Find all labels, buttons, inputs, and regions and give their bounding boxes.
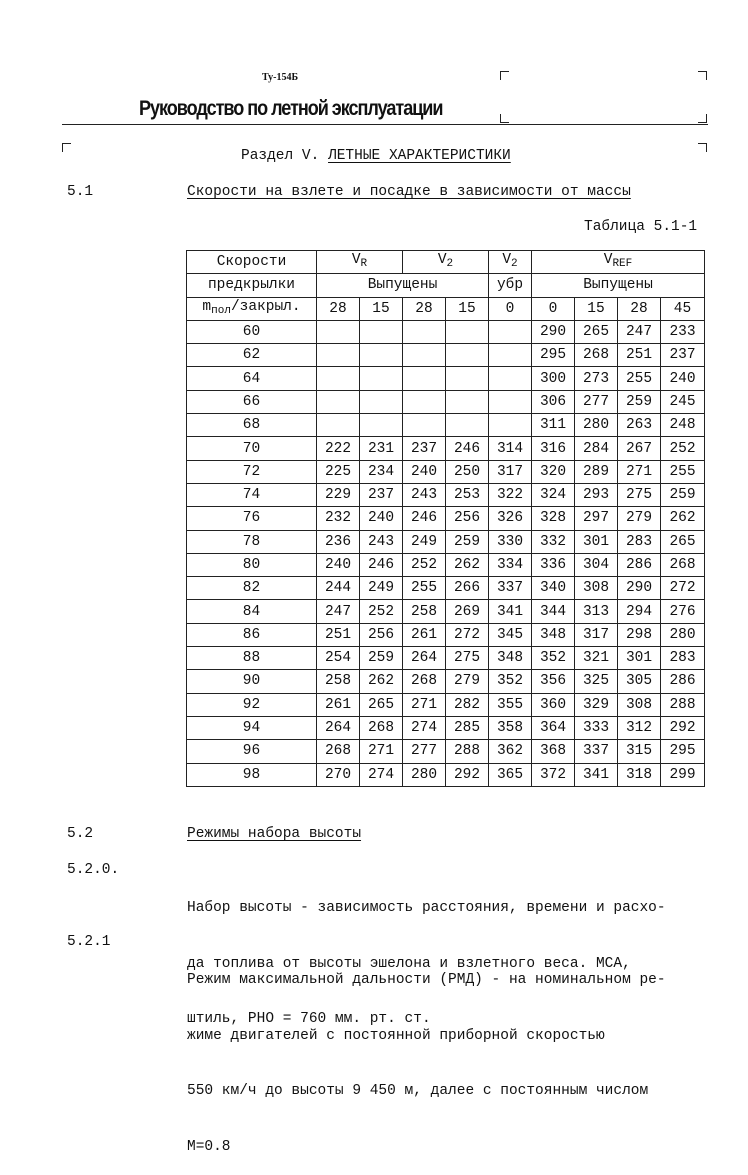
speed-cell: 341: [575, 763, 618, 786]
speed-cell: 267: [618, 437, 661, 460]
table-row: [187, 507, 705, 530]
speed-cell: 237: [403, 437, 446, 460]
speed-cell: 233: [661, 320, 705, 343]
speed-cell: 255: [403, 577, 446, 600]
speed-cell: 325: [575, 670, 618, 693]
speed-cell: 225: [317, 460, 360, 483]
speed-cell: 268: [575, 344, 618, 367]
speed-cell: 264: [403, 647, 446, 670]
speed-cell: 268: [403, 670, 446, 693]
speeds-table: [186, 250, 705, 787]
speed-cell: 368: [532, 740, 575, 763]
table-row: [187, 740, 705, 763]
mass-cell: 92: [187, 693, 317, 716]
speed-cell: 288: [446, 740, 489, 763]
speed-cell: 356: [532, 670, 575, 693]
speed-cell: 240: [317, 553, 360, 576]
speed-cell: 273: [575, 367, 618, 390]
speed-cell: 292: [446, 763, 489, 786]
speed-cell: 255: [661, 460, 705, 483]
speed-cell: 261: [403, 623, 446, 646]
speed-cell: [317, 344, 360, 367]
header-extended-landing: Выпущены: [532, 274, 705, 297]
speed-cell: 286: [661, 670, 705, 693]
speed-cell: 269: [446, 600, 489, 623]
table-row: [187, 437, 705, 460]
section-5-2-number: 5.2: [67, 826, 94, 842]
header-rule: [62, 124, 708, 125]
section-5-2-0-number: 5.2.0.: [67, 862, 120, 878]
speed-cell: 265: [360, 693, 403, 716]
speed-cell: [489, 390, 532, 413]
speed-cell: 249: [403, 530, 446, 553]
speed-cell: [446, 320, 489, 343]
speed-cell: 270: [317, 763, 360, 786]
paragraph-line: Режим максимальной дальности (РМД) - на номинальном ре-: [187, 972, 666, 988]
speed-cell: 330: [489, 530, 532, 553]
paragraph-line: штиль, РНО = 760 мм. рт. ст.: [187, 1011, 431, 1027]
speed-cell: 263: [618, 414, 661, 437]
speed-cell: 262: [360, 670, 403, 693]
speed-cell: 345: [489, 623, 532, 646]
speed-cell: 246: [360, 553, 403, 576]
table-row: [187, 647, 705, 670]
speed-cell: 231: [360, 437, 403, 460]
speed-cell: 240: [661, 367, 705, 390]
speed-cell: 222: [317, 437, 360, 460]
table-row: [187, 623, 705, 646]
table-row: [187, 320, 705, 343]
speed-cell: 311: [532, 414, 575, 437]
speed-cell: 280: [403, 763, 446, 786]
mass-cell: 82: [187, 577, 317, 600]
mass-cell: 68: [187, 414, 317, 437]
header-flap-setting: 0: [489, 297, 532, 320]
speed-cell: 305: [618, 670, 661, 693]
speed-cell: 277: [575, 390, 618, 413]
speed-cell: 272: [661, 577, 705, 600]
speed-cell: 348: [489, 647, 532, 670]
table-row: [187, 600, 705, 623]
speed-cell: 284: [575, 437, 618, 460]
speed-cell: 301: [618, 647, 661, 670]
speed-cell: 372: [532, 763, 575, 786]
speed-cell: 293: [575, 483, 618, 506]
table-row: [187, 483, 705, 506]
section-title: ЛЕТНЫЕ ХАРАКТЕРИСТИКИ: [328, 148, 511, 164]
speed-cell: [317, 367, 360, 390]
header-vref: $V_{REF}$: [532, 251, 705, 274]
speed-cell: 348: [532, 623, 575, 646]
speed-cell: [360, 320, 403, 343]
speed-cell: 279: [446, 670, 489, 693]
table-row: [187, 670, 705, 693]
speed-cell: [446, 344, 489, 367]
section-heading: [241, 148, 511, 164]
mass-cell: 60: [187, 320, 317, 343]
paragraph-line: М=0.8: [187, 1138, 231, 1155]
table-row: [187, 390, 705, 413]
speed-cell: 243: [360, 530, 403, 553]
speed-cell: 298: [618, 623, 661, 646]
speed-cell: 229: [317, 483, 360, 506]
table-row: [187, 530, 705, 553]
speed-cell: [403, 414, 446, 437]
speed-cell: 364: [532, 716, 575, 739]
mass-cell: 72: [187, 460, 317, 483]
header-row-flaps: [187, 297, 705, 320]
speed-cell: 317: [575, 623, 618, 646]
speed-cell: 306: [532, 390, 575, 413]
speed-cell: 265: [575, 320, 618, 343]
section-5-1-title: Скорости на взлете и посадке в зависимости от массы: [187, 184, 631, 200]
speed-cell: 337: [489, 577, 532, 600]
speed-cell: 329: [575, 693, 618, 716]
header-retracted: убр: [489, 274, 532, 297]
speed-cell: 243: [403, 483, 446, 506]
speed-cell: 312: [618, 716, 661, 739]
speed-cell: 274: [360, 763, 403, 786]
speed-cell: 268: [317, 740, 360, 763]
speed-cell: [489, 367, 532, 390]
corner-mark-section-left: [62, 143, 71, 152]
table-row: [187, 414, 705, 437]
speed-cell: 246: [446, 437, 489, 460]
speed-cell: 360: [532, 693, 575, 716]
speed-cell: 264: [317, 716, 360, 739]
speed-cell: 236: [317, 530, 360, 553]
speed-cell: 265: [661, 530, 705, 553]
speed-cell: 320: [532, 460, 575, 483]
header-row-slats: [187, 274, 705, 297]
speed-cell: 314: [489, 437, 532, 460]
speed-cell: 362: [489, 740, 532, 763]
mass-cell: 96: [187, 740, 317, 763]
corner-mark-bottom-left: [500, 114, 509, 123]
speed-cell: [446, 390, 489, 413]
speed-cell: 358: [489, 716, 532, 739]
speed-cell: 295: [532, 344, 575, 367]
speed-cell: 277: [403, 740, 446, 763]
header-flap-setting: 28: [618, 297, 661, 320]
speed-cell: [360, 367, 403, 390]
speed-cell: 276: [661, 600, 705, 623]
speed-cell: 244: [317, 577, 360, 600]
table-row: [187, 460, 705, 483]
speed-cell: 259: [446, 530, 489, 553]
speed-cell: 253: [446, 483, 489, 506]
aircraft-model: Ту-154Б: [262, 72, 299, 83]
speed-cell: 251: [618, 344, 661, 367]
table-row: [187, 716, 705, 739]
speed-cell: [489, 320, 532, 343]
speed-cell: 283: [661, 647, 705, 670]
speed-cell: 275: [446, 647, 489, 670]
speed-cell: 308: [618, 693, 661, 716]
mass-cell: 94: [187, 716, 317, 739]
speed-cell: 245: [661, 390, 705, 413]
speed-cell: 308: [575, 577, 618, 600]
mass-cell: 74: [187, 483, 317, 506]
speed-cell: 249: [360, 577, 403, 600]
speed-cell: 318: [618, 763, 661, 786]
speed-cell: 297: [575, 507, 618, 530]
speed-cell: 268: [661, 553, 705, 576]
speed-cell: [446, 414, 489, 437]
speed-cell: 256: [360, 623, 403, 646]
speed-cell: 279: [618, 507, 661, 530]
speed-cell: 285: [446, 716, 489, 739]
section-5-2-title: Режимы набора высоты: [187, 826, 362, 842]
speed-cell: 266: [446, 577, 489, 600]
speed-cell: [403, 390, 446, 413]
speed-cell: 254: [317, 647, 360, 670]
speed-cell: [360, 414, 403, 437]
table-label: Таблица 5.1-1: [584, 219, 698, 235]
table-row: [187, 344, 705, 367]
speed-cell: [489, 344, 532, 367]
speed-cell: 333: [575, 716, 618, 739]
speed-cell: 294: [618, 600, 661, 623]
corner-mark-top-right: [698, 71, 707, 80]
speed-cell: 286: [618, 553, 661, 576]
speed-cell: 262: [446, 553, 489, 576]
table-row: [187, 553, 705, 576]
speed-cell: 247: [317, 600, 360, 623]
table-row: [187, 693, 705, 716]
speed-cell: 290: [618, 577, 661, 600]
speed-cell: 250: [446, 460, 489, 483]
mass-cell: 70: [187, 437, 317, 460]
mass-cell: 84: [187, 600, 317, 623]
speed-cell: 292: [661, 716, 705, 739]
speed-cell: 301: [575, 530, 618, 553]
speed-cell: 316: [532, 437, 575, 460]
speed-cell: 271: [360, 740, 403, 763]
speed-cell: 259: [661, 483, 705, 506]
header-flap-setting: 0: [532, 297, 575, 320]
speed-cell: 332: [532, 530, 575, 553]
speed-cell: 322: [489, 483, 532, 506]
mass-cell: 90: [187, 670, 317, 693]
paragraph-line: жиме двигателей с постоянной приборной скоростью: [187, 1027, 605, 1044]
speed-cell: [317, 414, 360, 437]
speed-cell: 289: [575, 460, 618, 483]
speed-cell: [489, 414, 532, 437]
speed-cell: 247: [618, 320, 661, 343]
header-v2-extended: $V_2$: [403, 251, 489, 274]
speed-cell: 274: [403, 716, 446, 739]
header-flap-setting: 15: [575, 297, 618, 320]
speed-cell: 299: [661, 763, 705, 786]
corner-mark-section-right: [698, 143, 707, 152]
speed-cell: 271: [618, 460, 661, 483]
speed-cell: 275: [618, 483, 661, 506]
paragraph-line: Набор высоты - зависимость расстояния, времени и расхо-: [187, 900, 666, 916]
speed-cell: [317, 320, 360, 343]
speed-cell: 271: [403, 693, 446, 716]
speed-cell: [403, 344, 446, 367]
section-5-2-1-number: 5.2.1: [67, 934, 111, 950]
corner-mark-bottom-right: [698, 114, 707, 123]
speed-cell: 365: [489, 763, 532, 786]
speed-cell: 328: [532, 507, 575, 530]
mass-cell: 98: [187, 763, 317, 786]
speed-cell: 326: [489, 507, 532, 530]
speed-cell: 240: [403, 460, 446, 483]
speed-cell: 248: [661, 414, 705, 437]
mass-cell: 78: [187, 530, 317, 553]
header-flap-setting: 28: [403, 297, 446, 320]
header-flap-setting: 15: [360, 297, 403, 320]
speed-cell: 355: [489, 693, 532, 716]
header-v2-retracted: $V_2$: [489, 251, 532, 274]
speed-cell: 237: [661, 344, 705, 367]
speed-cell: 352: [532, 647, 575, 670]
speed-cell: [403, 320, 446, 343]
speed-cell: 259: [618, 390, 661, 413]
speed-cell: 261: [317, 693, 360, 716]
speed-cell: [446, 367, 489, 390]
speed-cell: 344: [532, 600, 575, 623]
table-row: [187, 763, 705, 786]
speed-cell: 256: [446, 507, 489, 530]
speed-cell: 321: [575, 647, 618, 670]
speed-cell: 313: [575, 600, 618, 623]
speed-cell: 282: [446, 693, 489, 716]
speed-cell: 252: [360, 600, 403, 623]
speed-cell: 337: [575, 740, 618, 763]
speed-cell: 262: [661, 507, 705, 530]
table-row: [187, 577, 705, 600]
header-vr: $V_R$: [317, 251, 403, 274]
mass-cell: 62: [187, 344, 317, 367]
speed-cell: 258: [317, 670, 360, 693]
header-flap-setting: 45: [661, 297, 705, 320]
speed-cell: 300: [532, 367, 575, 390]
mass-cell: 80: [187, 553, 317, 576]
paragraph-line: 550 км/ч до высоты 9 450 м, далее с постоянным числом: [187, 1083, 649, 1099]
corner-mark-top-left: [500, 71, 509, 80]
header-extended-takeoff: Выпущены: [317, 274, 489, 297]
speed-cell: [360, 344, 403, 367]
speed-cell: 232: [317, 507, 360, 530]
header-flap-setting: 15: [446, 297, 489, 320]
section-5-2-1-text: [187, 934, 666, 1175]
mass-cell: 66: [187, 390, 317, 413]
table-row: [187, 367, 705, 390]
speed-cell: 237: [360, 483, 403, 506]
mass-cell: 86: [187, 623, 317, 646]
table-body: [187, 320, 705, 786]
speed-cell: 280: [575, 414, 618, 437]
speed-cell: 252: [661, 437, 705, 460]
header-flap-setting: 28: [317, 297, 360, 320]
speed-cell: 255: [618, 367, 661, 390]
paragraph-line: да топлива от высоты эшелона и взлетного веса. МСА,: [187, 955, 631, 972]
speed-cell: 251: [317, 623, 360, 646]
manual-title: Руководство по летной эксплуатации: [139, 97, 443, 120]
speed-cell: 341: [489, 600, 532, 623]
header-slats: предкрылки: [187, 274, 317, 297]
speed-cell: 336: [532, 553, 575, 576]
section-prefix: Раздел V.: [241, 148, 320, 164]
speed-cell: 259: [360, 647, 403, 670]
speed-cell: 352: [489, 670, 532, 693]
header-mass-flaps: $m_{пол}$/закрыл.: [187, 297, 317, 320]
header-row-speeds: [187, 251, 705, 274]
mass-cell: 76: [187, 507, 317, 530]
speed-cell: 304: [575, 553, 618, 576]
mass-cell: 88: [187, 647, 317, 670]
speed-cell: [317, 390, 360, 413]
speed-cell: 290: [532, 320, 575, 343]
mass-cell: 64: [187, 367, 317, 390]
speed-cell: 258: [403, 600, 446, 623]
speed-cell: 315: [618, 740, 661, 763]
speed-cell: 246: [403, 507, 446, 530]
speed-cell: 280: [661, 623, 705, 646]
header-speeds: Скорости: [187, 251, 317, 274]
speed-cell: 288: [661, 693, 705, 716]
speed-cell: 334: [489, 553, 532, 576]
speed-cell: 324: [532, 483, 575, 506]
speed-cell: 272: [446, 623, 489, 646]
speed-cell: 283: [618, 530, 661, 553]
speed-cell: 252: [403, 553, 446, 576]
speed-cell: [403, 367, 446, 390]
speed-cell: 240: [360, 507, 403, 530]
section-5-1-number: 5.1: [67, 184, 94, 200]
speed-cell: 317: [489, 460, 532, 483]
speed-cell: 340: [532, 577, 575, 600]
speed-cell: 234: [360, 460, 403, 483]
speed-cell: [360, 390, 403, 413]
speed-cell: 295: [661, 740, 705, 763]
speed-cell: 268: [360, 716, 403, 739]
